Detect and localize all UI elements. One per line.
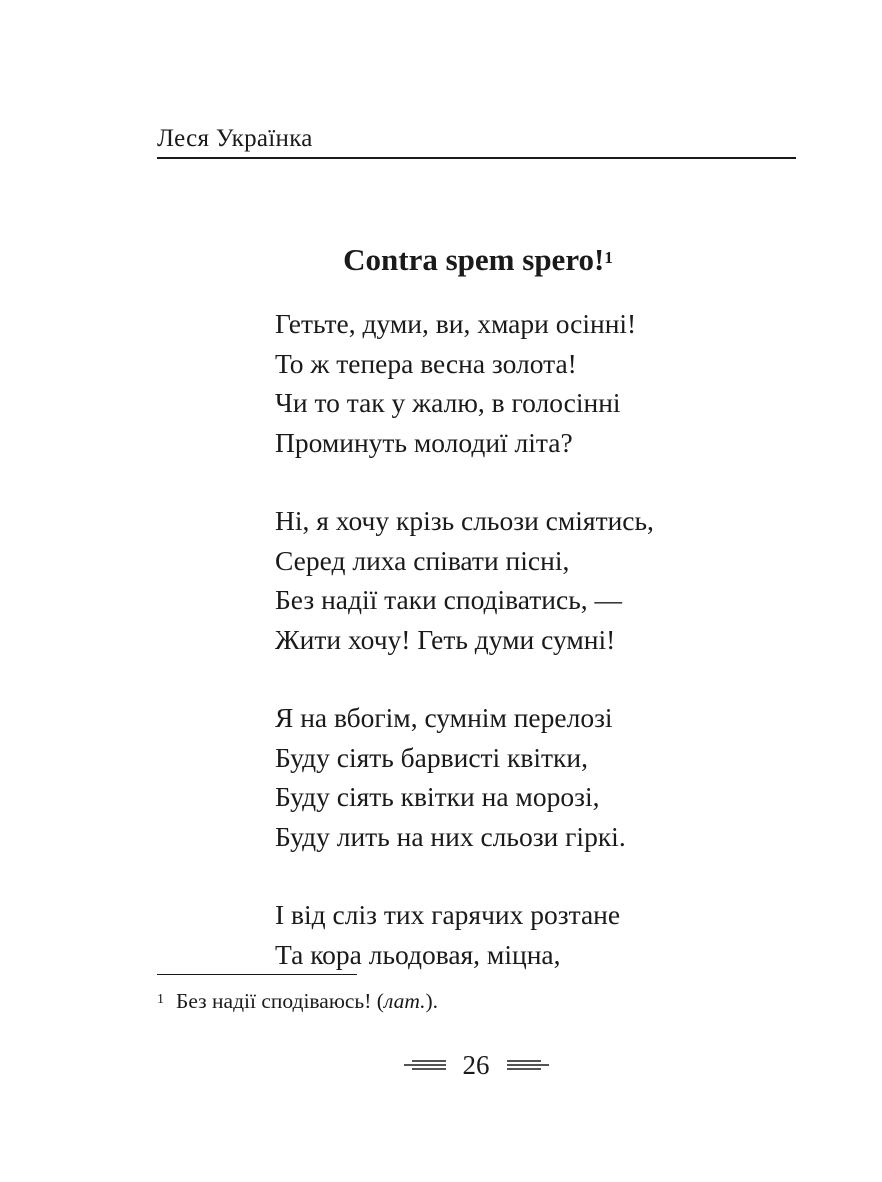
page-number-group	[404, 1048, 549, 1082]
poem-line: Жити хочу! Геть думи сумні!	[275, 623, 616, 655]
title-footnote-mark[interactable]: 1	[604, 248, 613, 267]
running-head: Леся Українка	[157, 125, 313, 152]
poem-line: Буду сіять барвисті квітки,	[275, 741, 589, 773]
footnote-rule	[157, 974, 357, 975]
footnote	[157, 986, 438, 1016]
header-rule	[157, 157, 796, 159]
footnote-text-before: Без надії сподіваюсь! (	[176, 989, 384, 1013]
page-number: 26	[462, 1050, 490, 1080]
poem-line: Я на вбогім, сумнім перелозі	[275, 702, 613, 733]
page-footer	[0, 1048, 882, 1082]
poem-body	[275, 304, 654, 1013]
poem-line: Гетьте, думи, ви, хмари осінні!	[275, 308, 637, 339]
poem-title	[0, 240, 882, 280]
stanza-2	[275, 501, 654, 659]
poem-line: І від сліз тих гарячих розтане	[275, 899, 621, 930]
poem-line: То ж тепера весна золота!	[275, 347, 577, 379]
poem-line: Буду лить на них сльози гіркі.	[275, 820, 626, 852]
poem-line: Чи то так у жалю, в голосінні	[275, 387, 621, 418]
stanza-1	[275, 304, 654, 462]
poem-line: Без надії таки сподіватись, —	[275, 584, 623, 615]
footnote-mark: 1	[157, 992, 164, 1007]
footnote-text-italic: лат.	[383, 989, 426, 1013]
left-ornament-icon	[404, 1059, 446, 1071]
footnote-text-after: ).	[425, 989, 439, 1013]
poem-line: Буду сіять квітки на морозі,	[275, 781, 600, 812]
poem-line: Та кора льодовая, міцна,	[275, 938, 561, 970]
stanza-4	[275, 895, 654, 974]
right-ornament-icon	[507, 1059, 549, 1071]
stanza-3	[275, 698, 654, 856]
poem-line: Проминуть молодиї літа?	[275, 426, 573, 458]
poem-line: Ні, я хочу крізь сльози сміятись,	[275, 505, 654, 536]
poem-title-inner	[343, 242, 613, 277]
poem-line: Серед лиха співати пісні,	[275, 544, 570, 576]
poem-title-text: Contra spem spero!	[343, 242, 605, 277]
